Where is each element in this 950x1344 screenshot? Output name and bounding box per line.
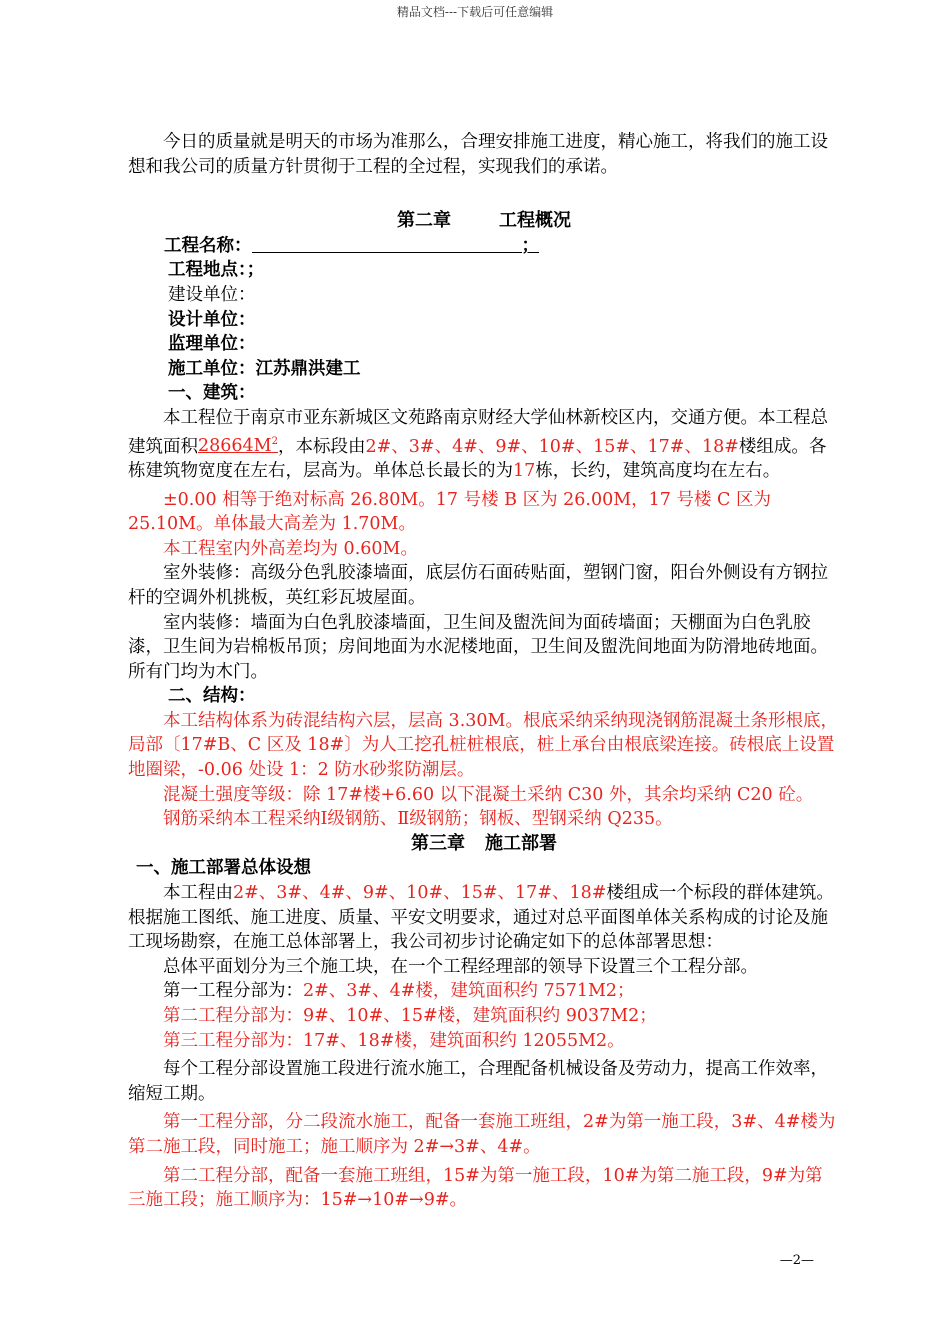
architecture-paragraph-2: ±0.00 相等于绝对标高 26.80M。17 号楼 B 区为 26.00M，17 号楼 C 区为 25.10M。单体最大高差为 1.70M。 [128, 489, 772, 535]
deployment-paragraph-1 [128, 881, 840, 955]
deployment-paragraph-5: 第二工程分部，配备一套施工班组，15#为第一施工段，10#为第二施工段，9#为第三施工段；施工顺序为：15#→10#→9#。 [128, 1165, 823, 1211]
structure-paragraph-3: 钢筋采纳本工程采纳Ⅰ级钢筋、Ⅱ级钢筋；钢板、型钢采纳 Q235。 [163, 809, 673, 830]
total-area-value: 28664M [198, 436, 272, 457]
total-area-sup: 2 [271, 436, 278, 448]
intro-paragraph: 今日的质量就是明天的市场为准那么，合理安排施工进度，精心施工，将我们的施工设想和我公司的质量方针贯彻于工程的全过程，实现我们的承诺。 [128, 132, 828, 177]
deployment-paragraph-2: 总体平面划分为三个施工块，在一个工程经理部的领导下设置三个工程分部。 [163, 956, 758, 977]
builder-field: 建设单位： [168, 284, 256, 305]
chapter-3-heading [128, 832, 840, 857]
division-1 [128, 979, 840, 1004]
building-17: 17 [513, 460, 536, 481]
deployment-text-a: 本工程由 [163, 883, 233, 904]
deployment-building-list: 2#、3#、4#、9#、10#、15#、17#、18# [233, 883, 607, 904]
section-deployment-title: 一、施工部署总体设想 [136, 858, 311, 879]
deployment-text-b: 楼组成一个标段的群体建筑。根据施工图纸、施工进度、质量、平安文明要求，通过对总平面图单体关系构成的讨论及施工现场勘察，在施工总体部署上，我公司初步讨论确定如下的总体部署思想： [128, 883, 834, 953]
deployment-paragraph-4: 第一工程分部，分二段流水施工，配备一套施工班组，2#为第一施工段，3#、4#楼为第二施工段，同时施工；施工顺序为 2#→3#、4#。 [128, 1112, 836, 1157]
chapter-2-heading [128, 209, 840, 234]
architecture-text-b: ，本标段由 [277, 436, 366, 457]
project-site-field: 工程地点：； [168, 260, 265, 281]
document-body [128, 130, 840, 1213]
structure-paragraph-2: 混凝土强度等级：除 17#楼+6.60 以下混凝土采纳 C30 外，其余均采纳 C20 砼。 [163, 784, 814, 805]
chapter-2-number: 第二章 [397, 210, 451, 232]
architecture-text-a: 本工程位于南京市亚东新城区文苑路南京财经大学仙林新校区内，交通方便。本工程总建筑面积 [128, 407, 828, 457]
chapter-3-title: 施工部署 [485, 832, 557, 854]
project-name-blank [252, 236, 522, 253]
page-number: —2— [779, 1253, 814, 1268]
architecture-paragraph-5: 室内装修：墙面为白色乳胶漆墙面，卫生间及盥洗间为面砖墙面；天棚面为白色乳胶漆，卫生间为岩棉板吊顶；房间地面为水泥楼地面，卫生间及盥洗间地面为防滑地砖地面。所有门均为木门。 [128, 612, 828, 682]
building-list: 2#、3#、4#、9#、10#、15#、17#、18# [365, 436, 739, 457]
division-3: 第三工程分部为：17#、18#楼，建筑面积约 12055M2。 [163, 1030, 625, 1051]
architecture-paragraph-3: 本工程室内外高差均为 0.60M。 [163, 538, 418, 559]
total-area [198, 436, 278, 456]
project-name-field [128, 234, 840, 259]
deployment-paragraph-3: 每个工程分部设置施工段进行流水施工，合理配备机械设备及劳动力，提高工作效率，缩短工期。 [128, 1059, 828, 1104]
architecture-text-d: 栋，长约，建筑高度均在左右。 [535, 460, 781, 481]
section-architecture-title: 一、建筑： [168, 383, 256, 404]
division-1-label: 第一工程分部为： [163, 981, 303, 1002]
division-2: 第二工程分部为：9#、10#、15#楼，建筑面积约 9037M2； [163, 1006, 657, 1027]
section-structure-title: 二、结构： [168, 686, 256, 707]
division-1-value: 2#、3#、4#楼，建筑面积约 7571M2； [303, 981, 635, 1002]
project-name-tail: ； [521, 235, 539, 256]
architecture-paragraph-1 [128, 406, 840, 484]
supervisor-field: 监理单位： [168, 334, 256, 355]
chapter-3-number: 第三章 [411, 832, 465, 854]
chapter-2-title: 工程概况 [499, 210, 571, 232]
architecture-text-c: 楼组成。各栋建筑物宽度在左右，层高为。单体总长最长的为 [128, 436, 827, 481]
project-name-label: 工程名称： [164, 235, 252, 256]
structure-paragraph-1: 本工结构体系为砖混结构六层，层高 3.30M。根底采纳采纳现浇钢筋混凝土条形根底，局部〔17#B、C 区及 18#〕为人工挖孔桩桩根底，桩上承台由根底梁连接。砖根底上设置地圈梁，-0.06 处设 1：2 防水砂浆防潮层。 [128, 710, 838, 781]
architecture-paragraph-4: 室外装修：高级分色乳胶漆墙面，底层仿石面砖贴面，塑钢门窗，阳台外侧设有方钢拉杆的空调外机挑板，英红彩瓦坡屋面。 [128, 563, 828, 608]
designer-field: 设计单位： [168, 309, 256, 330]
constructor-field: 施工单位：江苏鼎洪建工 [168, 358, 361, 379]
page-header: 精品文档---下载后可任意编辑 [396, 5, 554, 19]
